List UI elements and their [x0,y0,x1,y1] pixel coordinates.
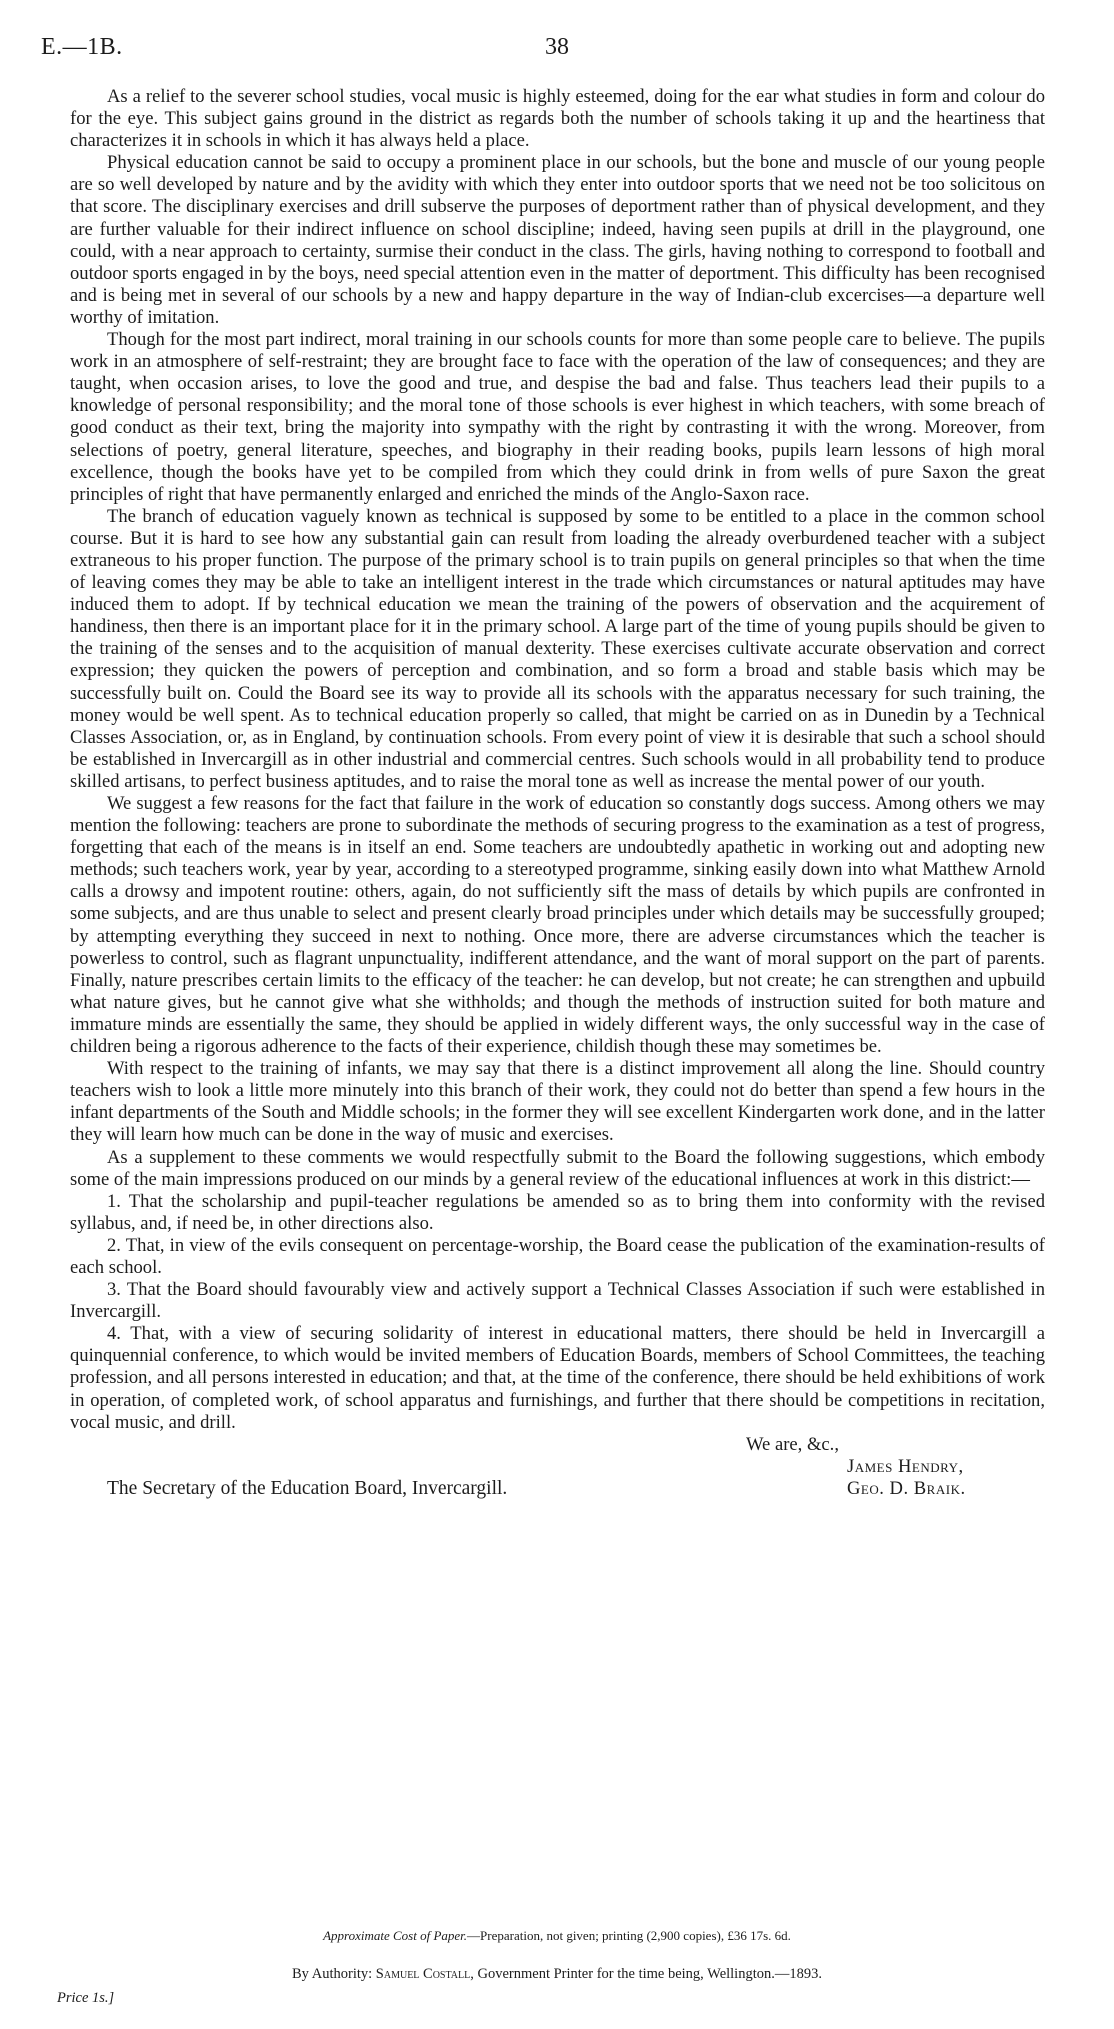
paragraph-technical-education: The branch of education vaguely known as technical is supposed by some to be entitled to a place in the common school course. But it is hard to see how any substantial gain can result from loading the already overburdened teacher with a subject extraneous to his proper function. The purpose of the primary school is to train pupils on general principles so that when the time of leaving comes they may be able to take an intelligent interest in the trade which circumstances or natural aptitudes may have induced them to adopt. If by technical education we mean the training of the powers of observation and the acquirement of handiness, then there is an important place for it in the primary school. A large part of the time of young pupils should be given to the training of the senses and to the acquisition of manual dexterity. These exercises cultivate accurate observation and correct expression; they quicken the powers of perception and combination, and so form a broad and stable basis which may be successfully built on. Could the Board see its way to provide all its schools with the apparatus necessary for such training, the money would be well spent. As to technical education properly so called, that might be carried on as in Dunedin by a Technical Classes Association, or, as in England, by continuation schools. From every point of view it is desirable that such a school should be established in Invercargill as in other industrial and commercial centres. Such schools would in all probability tend to produce skilled artisans, to perfect business aptitudes, and to raise the moral tone as well as increase the mental power of our youth. [70,505,1045,792]
paragraph-suggestions-intro: As a supplement to these comments we would respectfully submit to the Board the following suggestions, which embody some of the main impressions produced on our minds by a general review of the educational influences at work in this district:— [70,1146,1045,1190]
signer-name: James Hendry, [847,1455,964,1477]
cost-text: —Preparation, not given; printing (2,900 copies), £36 17s. 6d. [467,1928,791,1943]
page-header [41,34,1073,68]
suggestion-4: 4. That, with a view of securing solidarity of interest in educational matters, there should be held in Invercargill a quinquennial conference, to which would be invited members of Education Boards, members of School Committees, the teaching profession, and all persons interested in education; and that, at the time of the conference, there should be held exhibitions of work in operation, of completed work, of school apparatus and furnishings, and further that there should be competitions in recitation, vocal music, and drill. [70,1323,1045,1433]
document-reference: E.—1B. [41,34,123,60]
suggestion-2: 2. That, in view of the evils consequent on percentage-worship, the Board cease the publication of the examination-results of each school. [70,1234,1045,1278]
printer-authority-line [0,1966,1114,1983]
suggestion-3: 3. That the Board should favourably view and actively support a Technical Classes Association if such were established in Invercargill. [70,1279,1045,1323]
addressee: The Secretary of the Education Board, Invercargill. [107,1477,508,1499]
paragraph-moral-training: Though for the most part indirect, moral training in our schools counts for more than some people care to believe. The pupils work in an atmosphere of self-restraint; they are brought face to face with the operation of the law of consequences; and they are taught, when occasion arises, to love the good and true, and despise the bad and false. Thus teachers lead their pupils to a knowledge of personal responsibility; and the moral tone of those schools is ever highest in which teachers, with some breach of good conduct as their text, bring the majority into sympathy with the right by contrasting it with the wrong. Moreover, from selections of poetry, general literature, speeches, and biography in their reading books, pupils learn lessons of high moral excellence, though the books have yet to be compiled from which they could drink in from wells of pure Saxon the great principles of right that have permanently enlarged and enriched the minds of the Anglo-Saxon race. [70,329,1045,505]
signer-name: Geo. D. Braik. [847,1477,966,1499]
authority-prefix: By Authority: [292,1966,373,1982]
paragraph-failure-reasons: We suggest a few reasons for the fact that failure in the work of education so constantly dogs success. Among others we may mention the following: teachers are prone to subordinate the methods of securing progress to the examination as a test of progress, forgetting that each of the means is in itself an end. Some teachers are undoubtedly apathetic in working out and adopting new methods; such teachers work, year by year, according to a stereotyped programme, sinking easily down into what Matthew Arnold calls a drowsy and impotent routine: others, again, do not sufficiently sift the mass of details by which pupils are confronted in some subjects, and are thus unable to select and present clearly broad principles under which details may be successfully grouped; by attempting everything they succeed in next to nothing. Once more, there are adverse circumstances which the teacher is powerless to control, such as flagrant unpunctuality, indifferent attendance, and the want of moral support on the part of parents. Finally, nature prescribes certain limits to the efficacy of the teacher: he can develop, but not create; he can strengthen and upbuild what nature gives, but he cannot give what she withholds; and though the methods of instruction suited for both mature and immature minds are essentially the same, they should be applied in widely different ways, the only successful way in the case of children being a rigorous adherence to the facts of their experience, childish though these may sometimes be. [70,793,1045,1058]
printer-name: Samuel Costall, [375,1966,474,1982]
price-note: Price 1s.] [57,1990,115,2006]
closing-salutation: We are, &c., [746,1433,839,1455]
report-body [70,86,1045,1500]
signature-block [70,1434,1045,1500]
cost-label: Approximate Cost of Paper. [323,1928,468,1943]
suggestion-1: 1. That the scholarship and pupil-teacher regulations be amended so as to bring them into conformity with the revised syllabus, and, if need be, in other directions also. [70,1190,1045,1234]
paragraph-physical-education: Physical education cannot be said to occupy a prominent place in our schools, but the bone and muscle of our young people are so well developed by nature and by the avidity with which they enter into outdoor sports that we need not be too solicitous on that score. The disciplinary exercises and drill subserve the purposes of deportment rather than of physical development, and they are further valuable for their indirect influence on school discipline; indeed, having seen pupils at drill in the playground, one could, with a near approach to certainty, surmise their conduct in the class. The girls, having nothing to correspond to football and outdoor sports engaged in by the boys, need special attention even in the matter of deportment. This difficulty has been recognised and is being met in several of our schools by a new and happy departure in the way of Indian-club excercises—a departure well worthy of imitation. [70,152,1045,328]
paragraph-infant-training: With respect to the training of infants, we may say that there is a distinct improvement all along the line. Should country teachers wish to look a little more minutely into this branch of their work, they could not do better than spend a few hours in the infant departments of the South and Middle schools; in the former they will see excellent Kindergarten work done, and in the latter they will learn how much can be done in the way of music and exercises. [70,1058,1045,1146]
paragraph-vocal-music: As a relief to the severer school studies, vocal music is highly esteemed, doing for the ear what studies in form and colour do for the eye. This subject gains ground in the district as regards both the number of schools taking it up and the heartiness that characterizes it in schools in which it has always held a place. [70,86,1045,152]
cost-of-paper-note [0,1928,1114,1944]
page-number: 38 [545,34,569,60]
authority-suffix: Government Printer for the time being, Wellington.—1893. [477,1966,822,1982]
